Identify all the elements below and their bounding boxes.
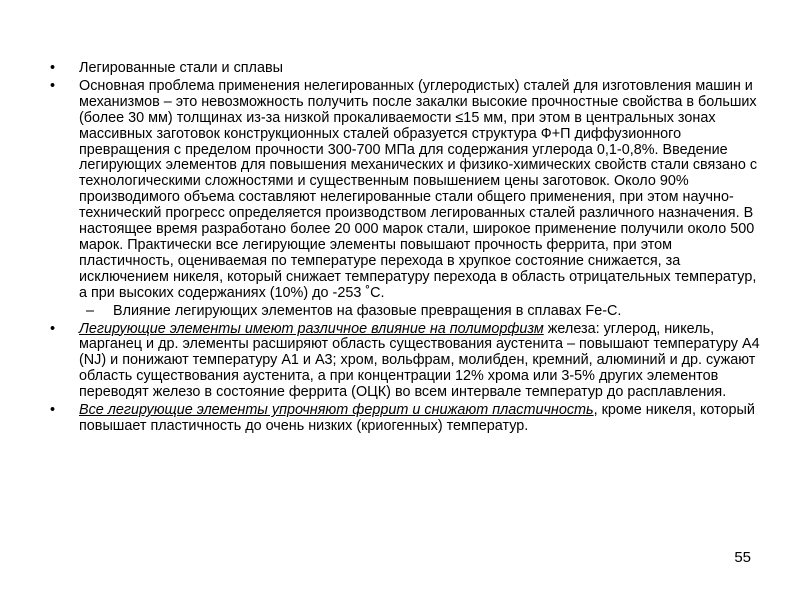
page-number: 55 (734, 549, 751, 566)
bullet-text: , кроме никеля, который повышает пластичность до очень низких (криогенных) температур. (79, 402, 755, 434)
bullet-item-problem (50, 79, 760, 302)
emphasis-text: Все легирующие элементы упрочняют феррит и снижают пластичность (79, 402, 594, 419)
bullet-text: Основная проблема применения нелегированных (углеродистых) сталей для изготовления машин и механизмов – это невозможность получить после закалки высокие прочностные свойства в больших (более 30 мм) толщинах из-за низкой прокаливаемости ≤15 мм, при этом в центральных зонах массивных заготовок конструкционных сталей образуется структура Ф+П диффузионного превращения с пределом прочности 300-700 МПа для содержания углерода 0,1-0,8%. Введение легирующих элементов для повышения механических и физико-химических свойств стали связано с технологическими сложностями и существенным повышением цены заготовок. Около 90% производимого объема составляют нелегированные стали общего применения, при этом научно-технический прогресс определяется производством легированных сталей различного назначения. В настоящее время разработано более 20 000 марок стали, широкое применение получили около 500 марок. Практически все легирующие элементы повышают прочность феррита, при этом пластичность, оцениваемая по температуре перехода в хрупкое состояние снижается, за исключением никеля, который снижает температуру перехода в область отрицательных температур, а при высоких содержаниях (10%) до -253 ˚С. (79, 77, 758, 301)
bullet-item-title (50, 61, 760, 77)
bullet-icon: • (50, 402, 56, 419)
bullet-text: Легированные стали и сплавы (79, 60, 283, 76)
sub-bullet-text: Влияние легирующих элементов на фазовые превращения в сплавах Fe-C. (113, 302, 622, 319)
slide-content (50, 61, 760, 437)
bullet-icon: • (50, 77, 56, 94)
emphasis-text: Легирующие элементы имеют различное влияние на полиморфизм (79, 320, 544, 337)
bullet-item-polymorphism (50, 322, 760, 402)
bullet-icon: • (50, 320, 56, 337)
bullet-text: железа: углерод, никель, марганец и др. элементы расширяют область существования аустенита – повышают температуру А4 (NJ) и понижают температуру А1 и А3; хром, вольфрам, молибден, кремний, алюминий и др. сужают область существования аустенита, а при концентрации 12% хрома или 3-5% других элементов переводят железо в состояние феррита (ОЦК) во всем интервале температур до расплавления. (79, 320, 760, 401)
sub-bullet-item-phase-transformations (50, 304, 760, 320)
bullet-icon: • (50, 60, 56, 76)
dash-icon: – (86, 302, 95, 319)
bullet-item-ferrite-strengthening (50, 403, 760, 435)
